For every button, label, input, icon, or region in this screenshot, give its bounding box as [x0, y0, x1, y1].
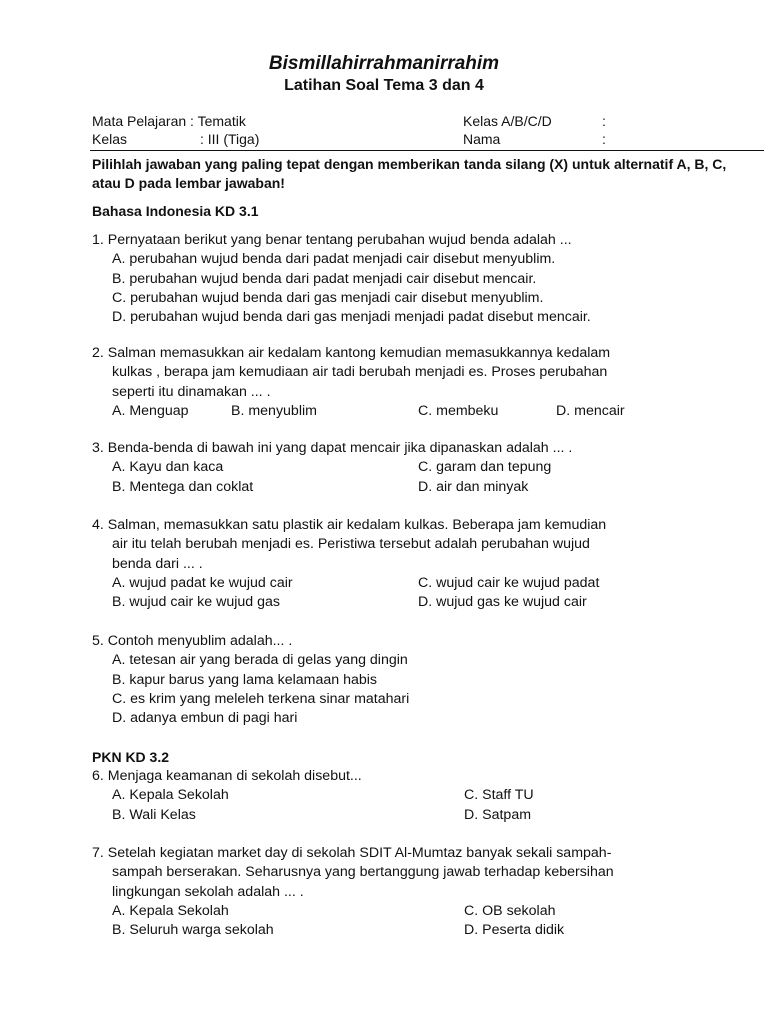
question-stem: 7. Setelah kegiatan market day di sekolah SDIT Al-Mumtaz banyak sekali sampah-: [92, 845, 612, 861]
subject-label: Mata Pelajaran : Tematik: [92, 113, 246, 129]
question-1: [92, 231, 591, 327]
option-d: D. wujud gas ke wujud cair: [418, 594, 587, 611]
option-c: C. garam dan tepung: [418, 459, 552, 476]
question-stem: 3. Benda-benda di bawah ini yang dapat mencair jika dipanaskan adalah ... .: [92, 440, 573, 456]
divider-line: [90, 150, 764, 151]
class-label: Kelas: [92, 131, 128, 147]
option-row: [92, 593, 606, 612]
question-2: [92, 344, 625, 421]
question-7: [92, 844, 614, 940]
section-heading-bahasa-indonesia: Bahasa Indonesia KD 3.1: [92, 203, 259, 219]
option-row: [92, 402, 625, 421]
question-stem-line: sampah berserakan. Seharusnya yang bertanggung jawab terhadap kebersihan: [112, 864, 614, 881]
option-d: D. mencair: [556, 402, 625, 419]
option-a: A. Menguap: [112, 402, 189, 419]
class-group-colon: :: [602, 113, 606, 129]
option-b: B. Wali Kelas: [112, 806, 196, 823]
option-a: A. Kepala Sekolah: [112, 902, 229, 919]
question-stem-line: kulkas , berapa jam kemudiaan air tadi berubah menjadi es. Proses perubahan: [112, 364, 608, 381]
option-row: [92, 574, 606, 593]
option-a: A. perubahan wujud benda dari padat menjadi cair disebut menyublim.: [112, 251, 556, 268]
question-4: [92, 516, 606, 612]
option-b: B. kapur barus yang lama kelamaan habis: [112, 671, 377, 688]
class-group-label: Kelas A/B/C/D: [463, 113, 552, 129]
page-subtitle: Latihan Soal Tema 3 dan 4: [284, 77, 484, 94]
option-c: C. membeku: [418, 402, 499, 419]
question-stem: 2. Salman memasukkan air kedalam kantong kemudian memasukkannya kedalam: [92, 345, 611, 361]
option-a: A. Kayu dan kaca: [112, 459, 224, 476]
page-title: Bismillahirrahmanirrahim: [268, 53, 500, 74]
option-c: C. perubahan wujud benda dari gas menjadi cair disebut menyublim.: [112, 289, 544, 306]
option-d: D. Peserta didik: [464, 922, 565, 939]
question-stem: 1. Pernyataan berikut yang benar tentang perubahan wujud benda adalah ...: [92, 232, 572, 248]
option-row: [92, 478, 572, 497]
name-colon: :: [602, 131, 606, 147]
class-value: : III (Tiga): [200, 131, 260, 147]
question-6: [92, 767, 534, 825]
question-stem-line: seperti itu dinamakan ... .: [112, 383, 271, 400]
section-heading-pkn: PKN KD 3.2: [92, 749, 170, 765]
option-row: [92, 902, 614, 921]
option-a: A. tetesan air yang berada di gelas yang dingin: [112, 652, 408, 669]
instructions: Pilihlah jawaban yang paling tepat dengan memberikan tanda silang (X) untuk alternatif A, B, C, atau D pada lembar jawaban!: [92, 156, 727, 191]
option-d: D. perubahan wujud benda dari gas menjadi menjadi padat disebut mencair.: [112, 309, 591, 326]
question-stem-line: air itu telah berubah menjadi es. Peristiwa tersebut adalah perubahan wujud: [112, 536, 590, 553]
option-a: A. Kepala Sekolah: [112, 787, 229, 804]
option-a: A. wujud padat ke wujud cair: [112, 574, 293, 591]
option-b: B. menyublim: [231, 402, 317, 419]
option-b: B. perubahan wujud benda dari padat menjadi cair disebut mencair.: [112, 270, 537, 287]
question-stem: 6. Menjaga keamanan di sekolah disebut...: [92, 768, 362, 784]
option-row: [92, 921, 614, 940]
option-c: C. Staff TU: [464, 787, 534, 804]
question-stem-line: lingkungan sekolah adalah ... .: [112, 883, 304, 900]
option-b: B. wujud cair ke wujud gas: [112, 594, 280, 611]
name-label: Nama: [463, 131, 501, 147]
option-c: C. wujud cair ke wujud padat: [418, 574, 600, 591]
option-d: D. air dan minyak: [418, 478, 529, 495]
question-5: [92, 632, 409, 728]
option-row: [92, 786, 534, 805]
option-d: D. adanya embun di pagi hari: [112, 710, 298, 727]
question-3: [92, 439, 572, 497]
option-row: [92, 458, 572, 477]
option-d: D. Satpam: [464, 806, 532, 823]
question-stem-line: benda dari ... .: [112, 555, 203, 572]
question-stem: 5. Contoh menyublim adalah... .: [92, 633, 293, 649]
option-b: B. Mentega dan coklat: [112, 478, 254, 495]
option-c: C. OB sekolah: [464, 902, 556, 919]
option-b: B. Seluruh warga sekolah: [112, 922, 274, 939]
option-c: C. es krim yang meleleh terkena sinar matahari: [112, 690, 410, 707]
option-row: [92, 806, 532, 825]
question-stem: 4. Salman, memasukkan satu plastik air kedalam kulkas. Beberapa jam kemudian: [92, 517, 607, 533]
